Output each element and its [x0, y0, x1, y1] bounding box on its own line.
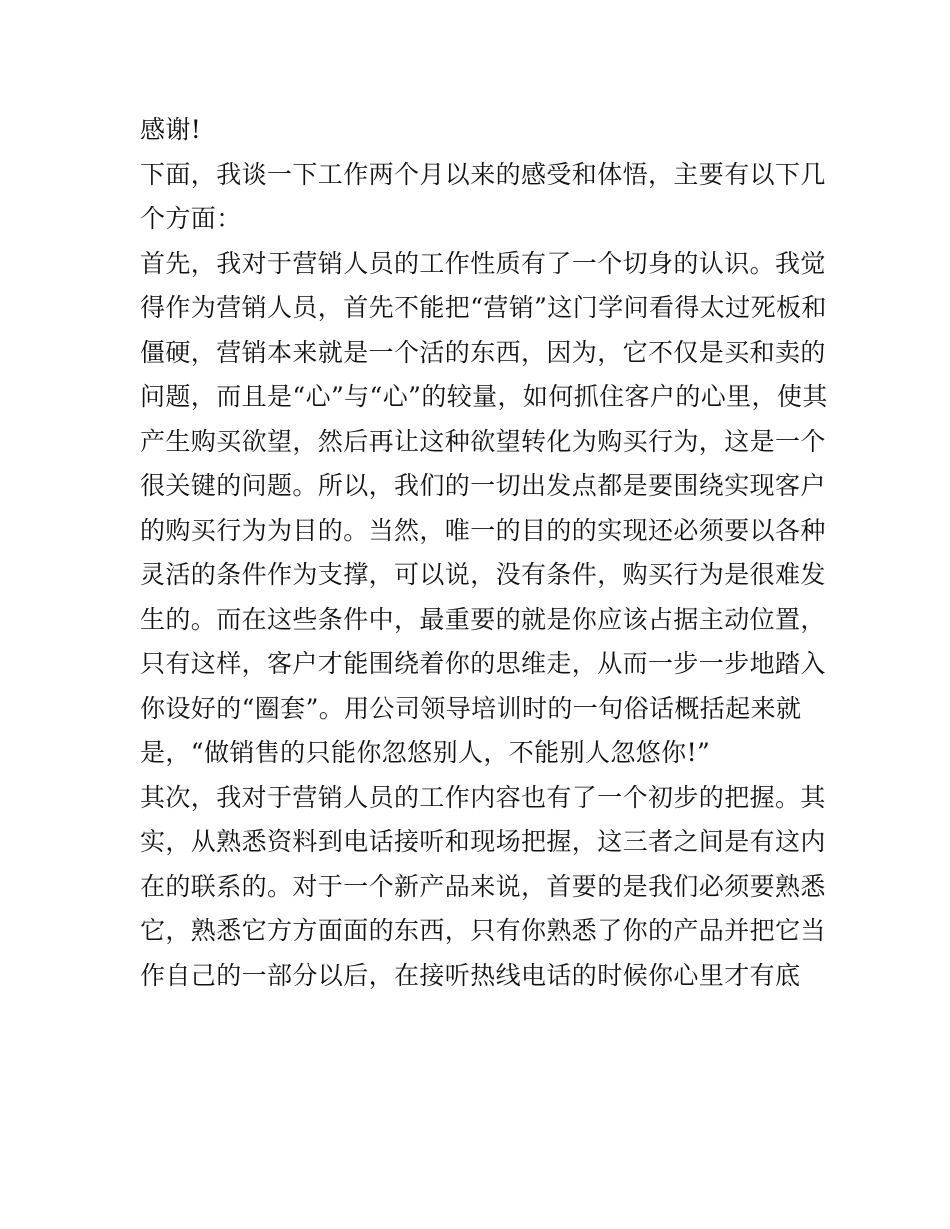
text-line: 首先，我对于营销人员的工作性质有了一个切身的认识。我觉 [140, 248, 826, 278]
text-line: 个方面： [140, 204, 242, 233]
text-line: 作自己的一部分以后，在接听热线电话的时候你心里才有底 [140, 960, 801, 990]
body-text [140, 108, 828, 998]
text-line: 其次，我对于营销人员的工作内容也有了一个初步的把握。其 [140, 782, 826, 812]
text-line: 实，从熟悉资料到电话接听和现场把握，这三者之间是有这内 [140, 827, 826, 856]
text-line: 只有这样，客户才能围绕着你的思维走，从而一步一步地踏入 [140, 649, 826, 678]
text-line: 在的联系的。对于一个新产品来说，首要的是我们必须要熟悉 [140, 871, 826, 901]
text-line: 下面，我谈一下工作两个月以来的感受和体悟，主要有以下几 [140, 159, 826, 189]
text-line: 它，熟悉它方方面面的东西，只有你熟悉了你的产品并把它当 [140, 916, 826, 945]
text-line: 的购买行为为目的。当然，唯一的目的的实现还必须要以各种 [140, 515, 826, 545]
text-line: 生的。而在这些条件中，最重要的就是你应该占据主动位置， [140, 604, 826, 634]
text-line: 感谢! [140, 115, 202, 144]
text-line: 你设好的“圈套”。用公司领导培训时的一句俗话概括起来就 [140, 693, 802, 723]
text-line: 很关键的问题。所以，我们的一切出发点都是要围绕实现客户 [140, 471, 826, 500]
text-line: 产生购买欲望，然后再让这种欲望转化为购买行为，这是一个 [140, 426, 826, 456]
text-line: 问题，而且是“心”与“心”的较量，如何抓住客户的心里，使其 [140, 382, 828, 411]
text-line: 僵硬，营销本来就是一个活的东西，因为，它不仅是买和卖的 [140, 337, 826, 367]
text-line: 是，“做销售的只能你忽悠别人，不能别人忽悠你!” [140, 738, 711, 767]
text-line: 灵活的条件作为支撑，可以说，没有条件，购买行为是很难发 [140, 560, 826, 589]
text-line: 得作为营销人员，首先不能把“营销”这门学问看得太过死板和 [140, 293, 827, 322]
